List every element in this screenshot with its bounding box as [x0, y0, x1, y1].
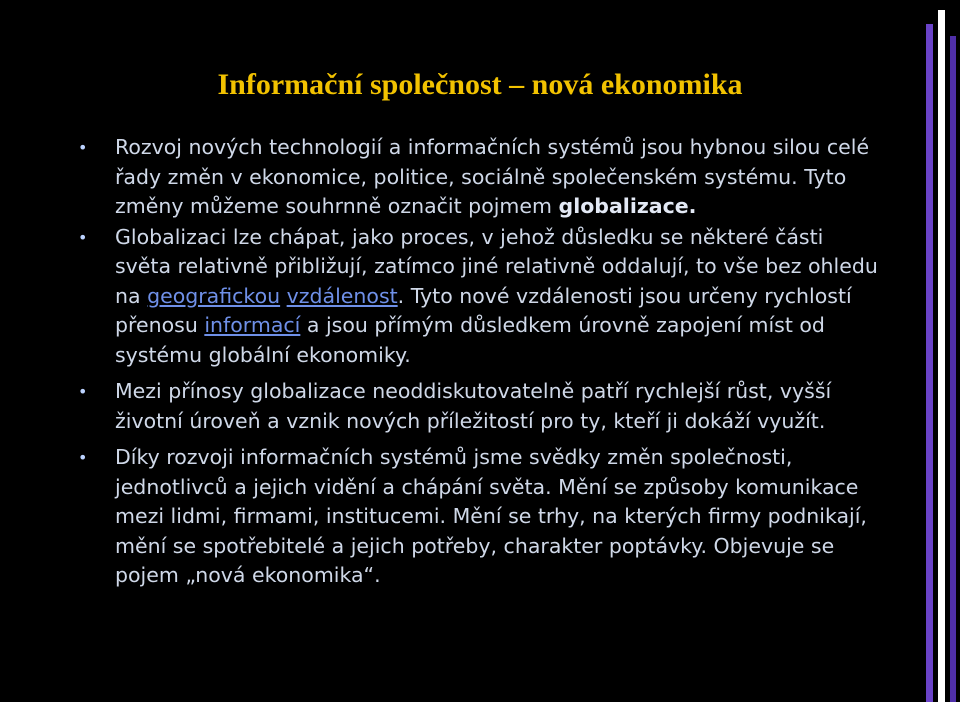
paragraph-2-text-3: . Tyto nové vzdálenosti jsou určeny rychlostí přenosu: [115, 283, 852, 337]
slide-body: [78, 133, 878, 591]
bullet-paragraph-1: [78, 133, 878, 222]
paragraph-4-text: Díky rozvoji informačních systémů jsme svědky změn společnosti, jednotlivců a jejich vidění a chápání světa. Mění se způsoby komunikace mezi lidmi, firmami, institucemi. Mění se trhy, na kterých firmy podnikají, mění se spotřebitelé a jejich potřeby, charakter poptávky. Objevuje se pojem „nová ekonomika“.: [115, 445, 867, 587]
decorative-bar-purple-outer: [950, 36, 956, 702]
bullet-icon: •: [78, 227, 88, 247]
link-geograficka[interactable]: geografickou: [147, 283, 281, 308]
link-informace[interactable]: informací: [204, 313, 301, 337]
paragraph-1-text: Rozvoj nových technologií a informačních systémů jsou hybnou silou celé řady změn v ekonomice, politice, sociálně společenském systému. Tyto změny můžeme souhrnně označit pojmem: [115, 135, 870, 218]
bullet-paragraph-2: [78, 223, 878, 371]
bullet-paragraph-3: [78, 377, 878, 436]
decorative-bar-purple: [926, 24, 933, 702]
bullet-icon: •: [78, 138, 88, 157]
decorative-bar-white: [938, 10, 945, 702]
paragraph-1-bold: globalizace.: [558, 194, 697, 218]
bullet-icon: •: [78, 382, 88, 401]
bullet-icon: •: [78, 448, 88, 467]
paragraph-2-text-4: a jsou přímým důsledkem úrovně zapojení míst od systému globální ekonomiky.: [115, 313, 825, 367]
paragraph-2-text-1: Globalizaci lze chápat, jako proces, v jehož důsledku se některé části světa relativně přibližují, zatímco jiné relativně oddalují, to vše bez ohledu na: [115, 224, 878, 308]
slide-title: Informační společnost – nová ekonomika: [217, 68, 743, 101]
paragraph-3-text: Mezi přínosy globalizace neoddiskutovatelně patří rychlejší růst, vyšší životní úroveň a vznik nových příležitostí pro ty, kteří ji dokáží využít.: [115, 379, 832, 433]
bullet-paragraph-4: [78, 443, 878, 591]
link-vzdalenost[interactable]: vzdálenost: [286, 283, 398, 308]
